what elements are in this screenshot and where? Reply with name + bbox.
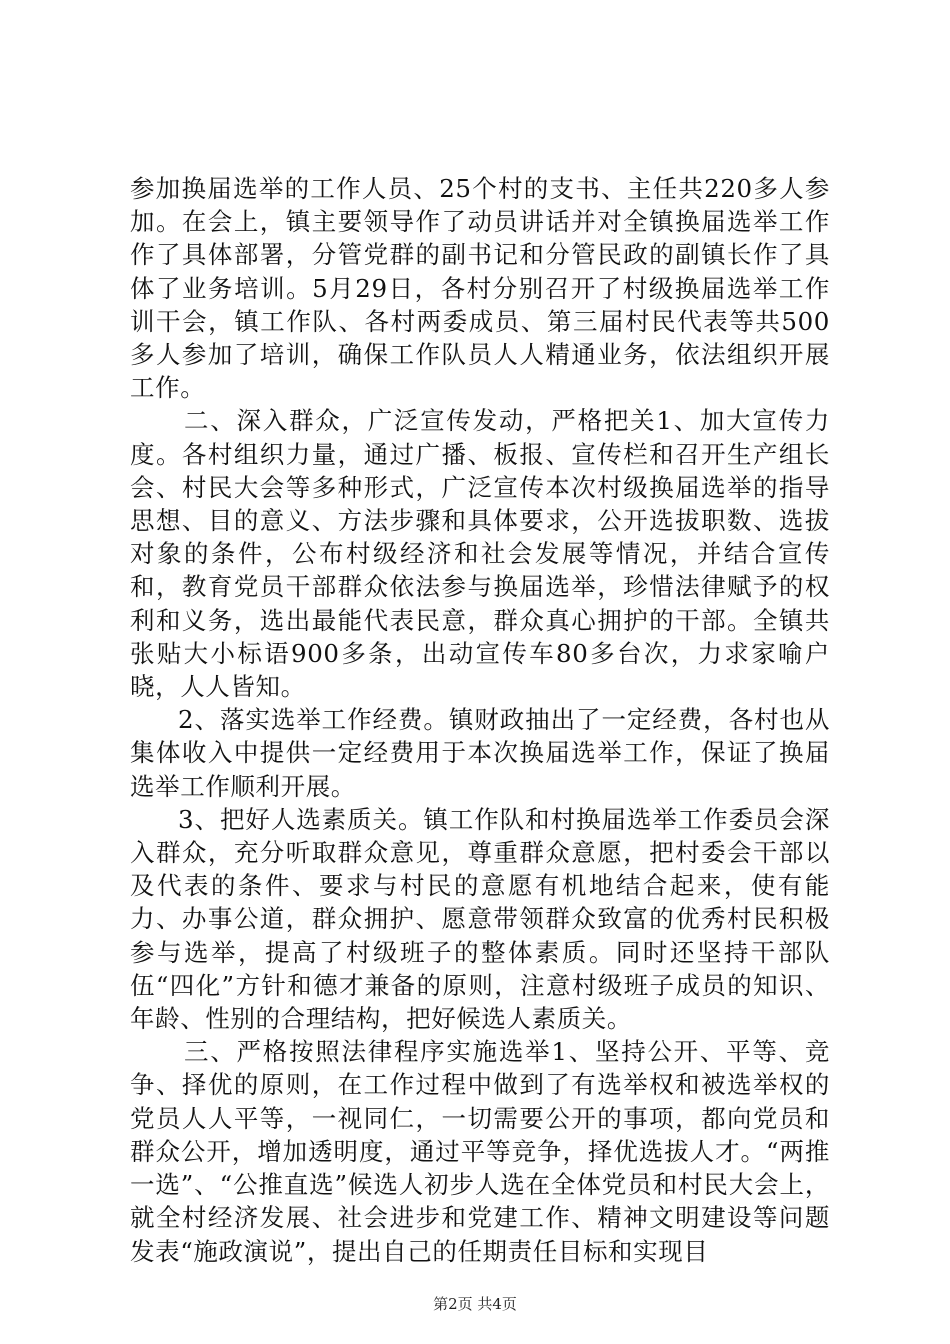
- paragraph-2: 二、深入群众，广泛宣传发动，严格把关1、加大宣传力度。各村组织力量，通过广播、板报、宣传栏和召开生产组长会、村民大会等多种形式，广泛宣传本次村级换届选举的指导思想、目的意义、方法步骤和具体要求，公开选拔职数、选拔对象的条件，公布村级经济和社会发展等情况，并结合宣传和，教育党员干部群众依法参与换届选举，珍惜法律赋予的权利和义务，选出最能代表民意，群众真心拥护的干部。全镇共张贴大小标语900多条，出动宣传车80多台次，力求家喻户晓，人人皆知。: [130, 406, 830, 702]
- paragraph-4: 3、把好人选素质关。镇工作队和村换届选举工作委员会深入群众，充分听取群众意见，尊重群众意愿，把村委会干部以及代表的条件、要求与村民的意愿有机地结合起来，使有能力、办事公道，群众拥护、愿意带领群众致富的优秀村民积极参与选举，提高了村级班子的整体素质。同时还坚持干部队伍“四化”方针和德才兼备的原则，注意村级班子成员的知识、年龄、性别的合理结构，把好候选人素质关。: [130, 804, 830, 1034]
- paragraph-5: 三、严格按照法律程序实施选举1、坚持公开、平等、竞争、择优的原则，在工作过程中做到了有选举权和被选举权的党员人人平等，一视同仁，一切需要公开的事项，都向党员和群众公开，增加透明度，通过平等竞争，择优选拔人才。“两推一选”、“公推直选”候选人初步人选在全体党员和村民大会上，就全村经济发展、社会进步和党建工作、精神文明建设等问题发表“施政演说”，提出自己的任期责任目标和实现目: [130, 1037, 830, 1266]
- paragraph-3: 2、落实选举工作经费。镇财政抽出了一定经费，各村也从集体收入中提供一定经费用于本次换届选举工作，保证了换届选举工作顺利开展。: [130, 705, 830, 801]
- document-body: [130, 172, 830, 1268]
- page-footer: 第2页 共4页: [433, 1295, 517, 1313]
- paragraph-1: 参加换届选举的工作人员、25个村的支书、主任共220多人参加。在会上，镇主要领导作了动员讲话并对全镇换届选举工作作了具体部署，分管党群的副书记和分管民政的副镇长作了具体了业务培训。5月29日，各村分别召开了村级换届选举工作训干会，镇工作队、各村两委成员、第三届村民代表等共500多人参加了培训，确保工作队员人人精通业务，依法组织开展工作。: [130, 174, 830, 403]
